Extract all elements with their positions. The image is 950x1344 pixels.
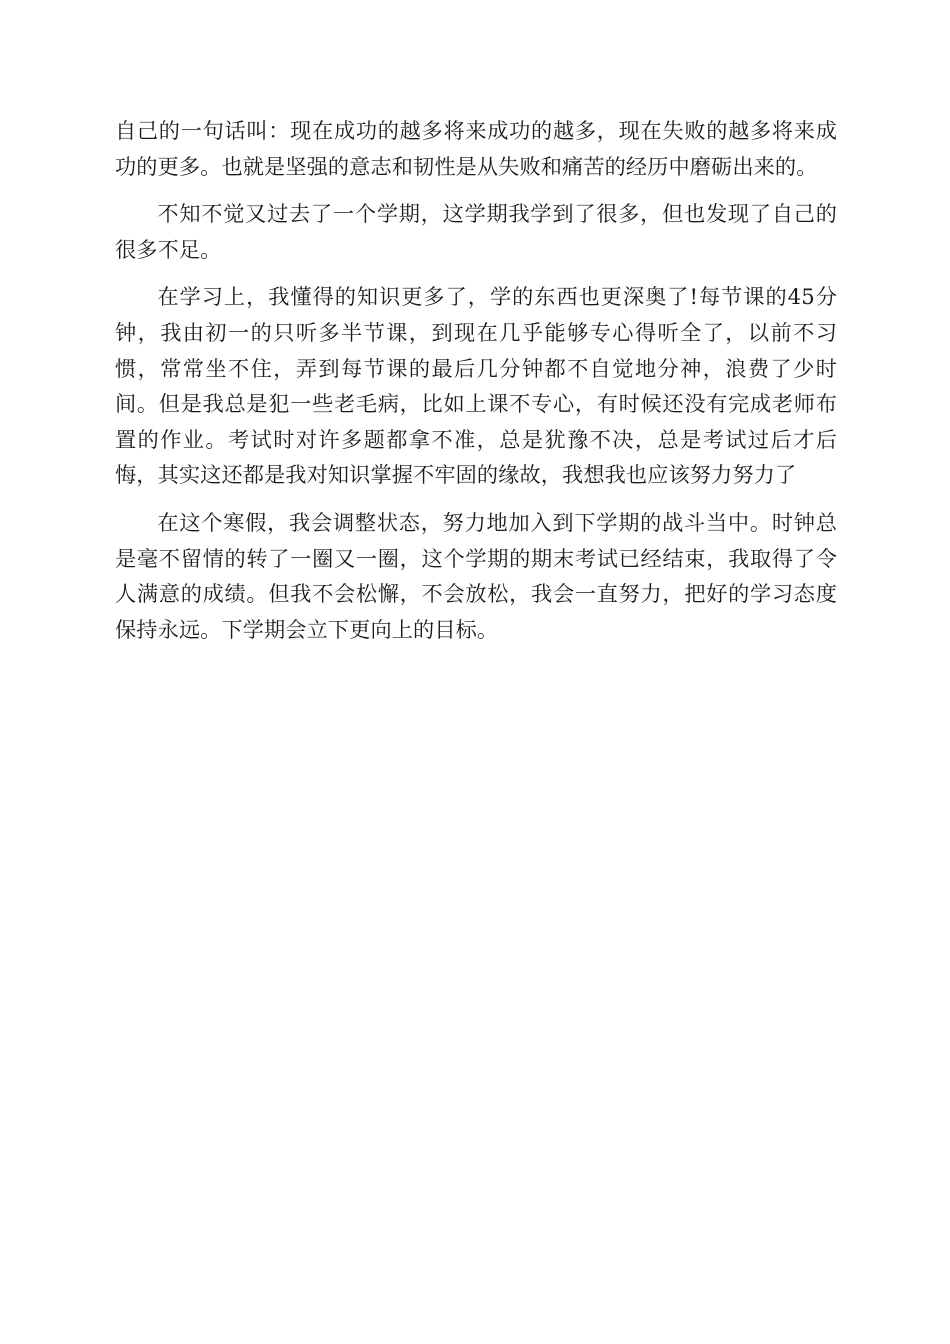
document-body: [115, 113, 837, 659]
paragraph-2: 不知不觉又过去了一个学期，这学期我学到了很多，但也发现了自己的很多不足。: [115, 201, 837, 262]
paragraph-3: 在学习上，我懂得的知识更多了，学的东西也更深奥了!每节课的45分钟，我由初一的只听多半节课，到现在几乎能够专心得听全了，以前不习惯，常常坐不住，弄到每节课的最后几分钟都不自觉地分神，浪费了少时间。但是我总是犯一些老毛病，比如上课不专心，有时候还没有完成老师布置的作业。考试时对许多题都拿不准，总是犹豫不决，总是考试过后才后悔，其实这还都是我对知识掌握不牢固的缘故，我想我也应该努力努力了: [115, 284, 837, 488]
paragraph-1: 自己的一句话叫：现在成功的越多将来成功的越多，现在失败的越多将来成功的更多。也就是坚强的意志和韧性是从失败和痛苦的经历中磨砺出来的。: [115, 118, 837, 179]
paragraph-4: 在这个寒假，我会调整状态，努力地加入到下学期的战斗当中。时钟总是毫不留情的转了一圈又一圈，这个学期的期末考试已经结束，我取得了令人满意的成绩。但我不会松懈，不会放松，我会一直努力，把好的学习态度保持永远。下学期会立下更向上的目标。: [115, 509, 837, 642]
